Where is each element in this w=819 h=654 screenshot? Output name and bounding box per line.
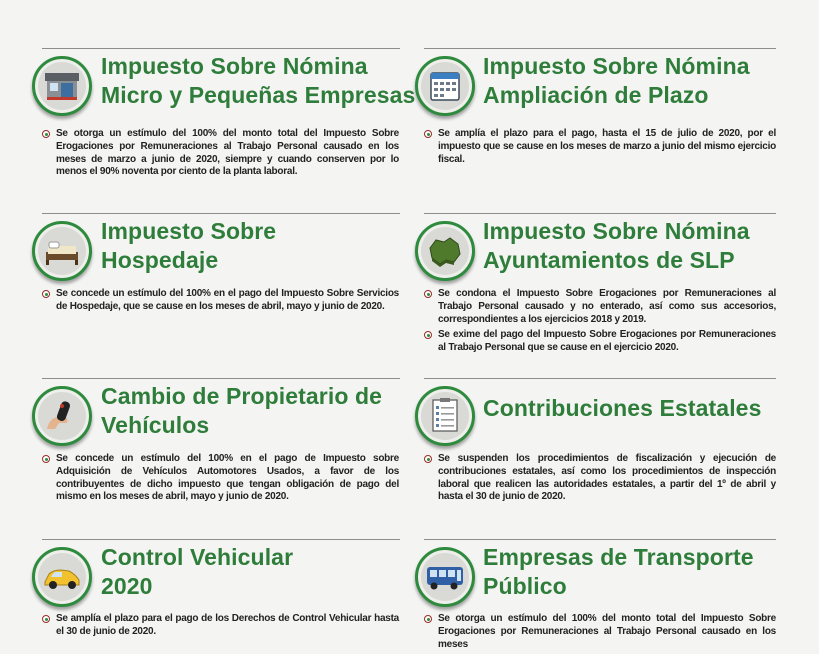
divider <box>424 48 776 49</box>
card-title: Impuesto Sobre Hospedaje <box>101 218 277 273</box>
bullet-list <box>42 613 399 642</box>
divider <box>424 539 776 540</box>
bullet-list <box>42 453 399 507</box>
divider <box>42 539 400 540</box>
divider <box>42 48 400 49</box>
bullet-list <box>42 128 399 182</box>
bullet-list <box>42 288 399 317</box>
list-item: Se condona el Impuesto Sobre Erogaciones por Remuneraciones al Trabajo Personal causado y no enterado, así como sus accesorios, correspondientes a los ejercicios 2018 y 2019. <box>424 288 776 326</box>
bullet-list <box>424 288 776 358</box>
card-title: Contribuciones Estatales <box>483 395 762 421</box>
bullet-list <box>424 613 776 654</box>
divider <box>42 213 400 214</box>
store-building-icon <box>32 56 92 116</box>
yellow-car-icon <box>32 547 92 607</box>
bus-icon <box>415 547 475 607</box>
list-item: Se otorga un estímulo del 100% del monto total del Impuesto Sobre Erogaciones por Remuneraciones al Trabajo Personal causado en los meses de marzo a junio de 2020, siempre y cuando conserven por lo menos el 90% noventa por ciento de la planta laboral. <box>42 128 399 179</box>
list-item: Se amplía el plazo para el pago de los Derechos de Control Vehicular hasta el 30 de junio de 2020. <box>42 613 399 639</box>
document-list-icon <box>415 386 475 446</box>
list-item: Se amplía el plazo para el pago, hasta el 15 de julio de 2020, por el impuesto que se cause en los meses de marzo a junio del mismo ejercicio fiscal. <box>424 128 776 166</box>
list-item: Se concede un estímulo del 100% en el pago del Impuesto Sobre Servicios de Hospedaje, que se cause en los meses de abril, mayo y junio de 2020. <box>42 288 399 314</box>
card-title: Impuesto Sobre Nómina Micro y Pequeñas Empresas <box>101 53 416 108</box>
list-item: Se concede un estímulo del 100% en el pago de Impuesto sobre Adquisición de Vehículos Automotores Usados, a favor de los contribuyentes de dicho impuesto que tengan obligación de pago del mismo en los meses de abril, mayo y junio de 2020. <box>42 453 399 504</box>
calendar-icon <box>415 56 475 116</box>
bullet-list <box>424 128 776 169</box>
list-item: Se otorga un estímulo del 100% del monto total del Impuesto Sobre Erogaciones por Remuneraciones al Trabajo Personal causado en los meses <box>424 613 776 651</box>
card-title: Impuesto Sobre Nómina Ayuntamientos de SLP <box>483 218 750 273</box>
divider <box>42 378 400 379</box>
hotel-bed-icon <box>32 221 92 281</box>
card-title: Cambio de Propietario de Vehículos <box>101 383 383 438</box>
card-title: Control Vehicular 2020 <box>101 544 294 599</box>
list-item: Se suspenden los procedimientos de fiscalización y ejecución de contribuciones estatales, así como los procedimientos de inspección laboral que realicen las autoridades estatales, a partir del 1º de abril y hasta el 30 de junio de 2020. <box>424 453 776 504</box>
list-item: Se exime del pago del Impuesto Sobre Erogaciones por Remuneraciones al Trabajo Personal que se cause en el ejercicio 2020. <box>424 329 776 355</box>
card-title: Impuesto Sobre Nómina Ampliación de Plazo <box>483 53 750 108</box>
divider <box>424 378 776 379</box>
bullet-list <box>424 453 776 507</box>
state-map-icon <box>415 221 475 281</box>
card-title: Empresas de Transporte Público <box>483 544 754 599</box>
divider <box>424 213 776 214</box>
car-key-hand-icon <box>32 386 92 446</box>
